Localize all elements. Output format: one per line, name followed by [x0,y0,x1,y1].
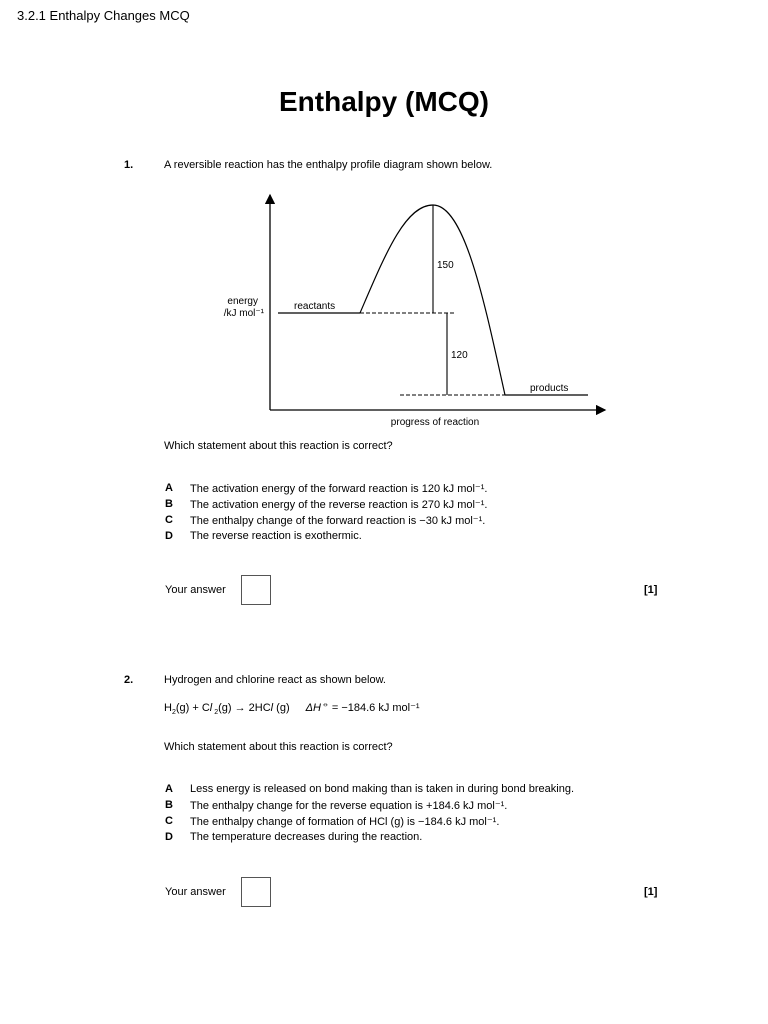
q1-option-b-letter: B [165,498,173,510]
question-2-intro: Hydrogen and chlorine react as shown below. [164,674,386,686]
q1-marks: [1] [644,584,658,596]
equation-cl-subscript: 2 [212,709,219,717]
q2-option-b-letter: B [165,799,173,811]
q2-option-a-text: Less energy is released on bond making than is taken in during bond breaking. [190,783,575,795]
equation-h2-state: (g) + C [175,702,210,714]
q2-marks: [1] [644,886,658,898]
equation-delta-value: = −184.6 kJ mol⁻¹ [328,702,420,714]
equation-h2-subscript: 2 [171,709,176,717]
enthalpy-value-label: 120 [451,350,468,361]
equation-hcl-italic: l [270,702,274,714]
q1-option-c-letter: C [165,514,173,526]
activation-value-label: 150 [437,260,454,271]
equation-h2: H [164,702,172,714]
q1-option-c-text: The enthalpy change of the forward reaction is −30 kJ mol⁻¹. [190,515,486,527]
q2-answer-label: Your answer [165,886,226,898]
question-2-stem: Which statement about this reaction is correct? [164,741,393,753]
question-1-stem: Which statement about this reaction is correct? [164,440,393,452]
enthalpy-profile-diagram [200,185,620,430]
q1-option-d-letter: D [165,530,173,542]
question-1-intro: A reversible reaction has the enthalpy profile diagram shown below. [164,159,493,171]
question-1-number: 1. [124,159,134,171]
q2-option-c-text: The enthalpy change of formation of HCl (g) is −184.6 kJ mol⁻¹. [190,816,500,828]
products-label: products [530,383,569,394]
q1-option-d-text: The reverse reaction is exothermic. [190,530,362,542]
document-header: 3.2.1 Enthalpy Changes MCQ [17,8,190,23]
y-axis-label-line1: energy [227,296,258,307]
x-axis-label: progress of reaction [390,417,480,428]
equation-standard-symbol: ⦵ [320,701,329,709]
equation-cl-rest: (g) → 2HC [218,702,271,714]
equation-delta-h: ΔH [305,702,321,714]
equation-hcl-state: (g) [273,702,290,714]
question-2-number: 2. [124,674,134,686]
q1-option-a-text: The activation energy of the forward reaction is 120 kJ mol⁻¹. [190,483,488,495]
q2-answer-box[interactable] [241,877,271,907]
q2-option-d-text: The temperature decreases during the reaction. [190,831,423,843]
q2-option-a-letter: A [165,783,173,795]
page-title: Enthalpy (MCQ) [279,86,489,117]
q1-answer-box[interactable] [241,575,271,605]
y-axis-label-line2: /kJ mol⁻¹ [223,308,264,319]
q1-answer-label: Your answer [165,584,226,596]
q2-option-c-letter: C [165,815,173,827]
reactants-label: reactants [294,301,336,312]
q2-equation [164,701,420,716]
equation-cl-italic: l [209,702,213,714]
q2-option-d-letter: D [165,831,173,843]
q1-option-b-text: The activation energy of the reverse reaction is 270 kJ mol⁻¹. [190,499,488,511]
q2-option-b-text: The enthalpy change for the reverse equation is +184.6 kJ mol⁻¹. [190,800,508,812]
q1-option-a-letter: A [165,482,173,494]
